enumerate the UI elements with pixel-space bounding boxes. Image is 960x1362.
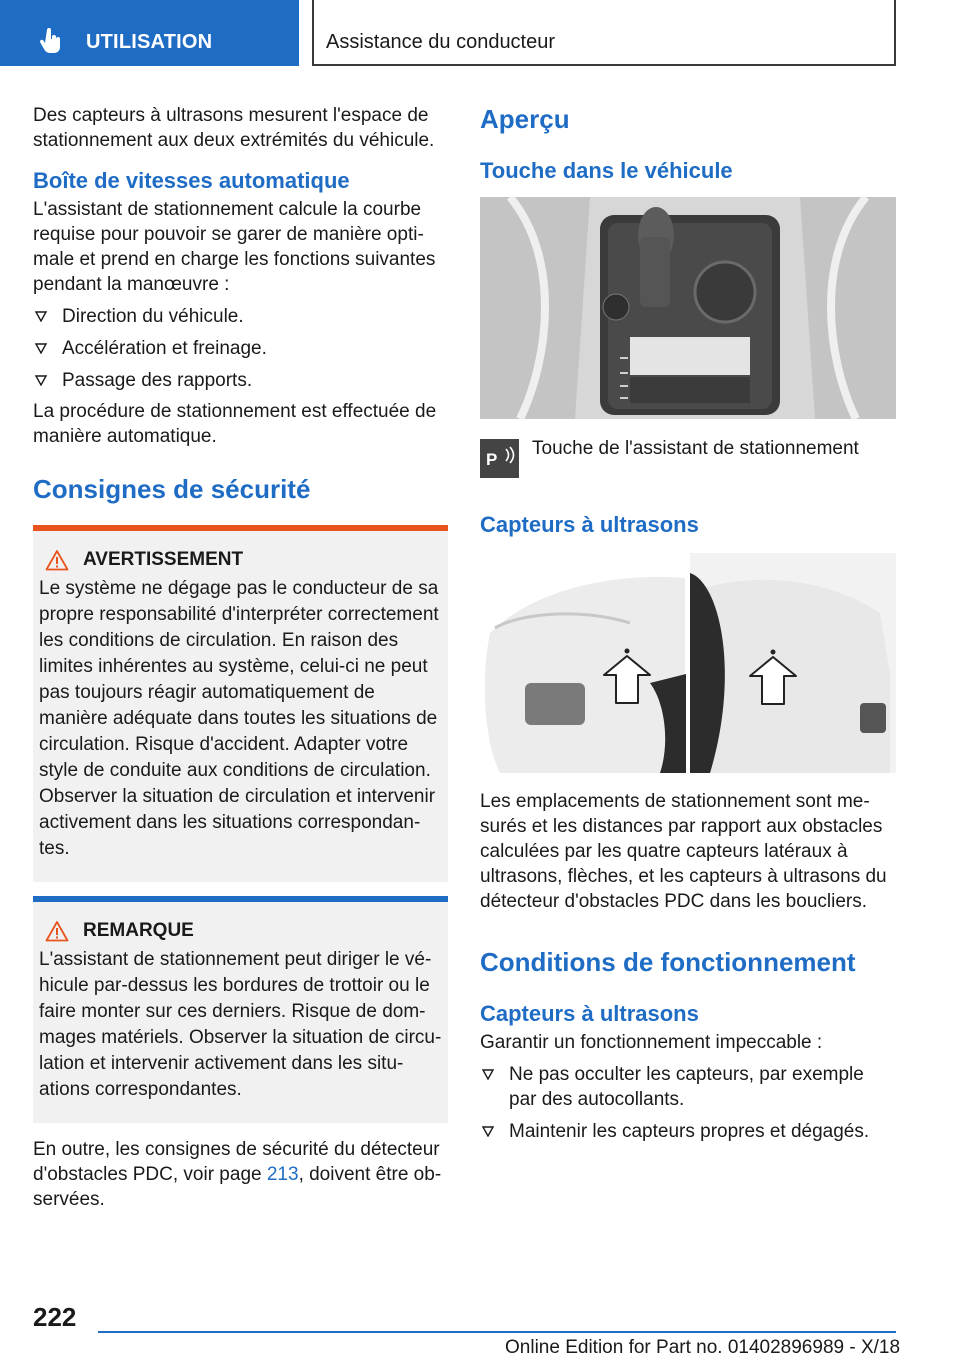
list-item <box>480 1119 896 1144</box>
notice-text: L'assistant de stationnement peut diriger le véhicule par-dessus les bordures de trottoir ou le faire monter sur ces derniers. Risque de dommages matériels. Observer la situation de circulation et intervenir activement dans les situations correspondantes. <box>39 949 442 1100</box>
park-assist-icon <box>480 439 519 478</box>
notice-triangle-icon <box>45 920 69 942</box>
list-item <box>33 336 448 361</box>
conditions-list <box>480 1062 896 1144</box>
triangle-bullet-icon <box>482 1069 494 1080</box>
safety-heading: Consignes de sécurité <box>33 474 311 504</box>
conditions-heading: Conditions de fonctionnement <box>480 947 856 977</box>
button-caption: Touche de l'assistant de stationnement <box>532 438 859 459</box>
cond-intro: Garantir un fonctionnement impeccable : <box>480 1032 823 1053</box>
center-console-image <box>480 197 896 419</box>
warning-bar <box>33 525 448 531</box>
triangle-bullet-icon <box>35 311 47 322</box>
page-link[interactable]: 213 <box>266 1164 299 1185</box>
button-heading: Touche dans le véhicule <box>480 158 733 183</box>
auto-gearbox-text: L'assistant de stationnement calcule la courbe requise pour pouvoir se garer de manière optimale et prend en charge les fonctions suivantes pendant la manœuvre : <box>33 199 436 295</box>
list-item-text: Direction du véhicule. <box>62 306 244 327</box>
warning-text: Le système ne dégage pas le conducteur de sa propre responsabilité d'interpréter correctement les conditions de circulation. En raison des limites inhérentes au système, celui-ci ne peut pas toujours réagir automatiquement de manière adéquate dans toutes les situations de circulation. Risque d'accident. Adapter votre style de conduite aux conditions de circulation. Observer la situation de circulation et intervenir activement dans les situations correspondantes. <box>39 578 439 859</box>
function-list <box>33 304 448 393</box>
chapter-header <box>312 0 896 66</box>
section-tab <box>0 0 299 66</box>
list-item-text: Maintenir les capteurs propres et dégagés. <box>509 1121 870 1142</box>
auto-procedure-text: La procédure de stationnement est effectuée de manière automatique. <box>33 401 437 447</box>
svg-text:P: P <box>486 450 498 469</box>
triangle-bullet-icon <box>482 1126 494 1137</box>
sensors-photo <box>480 553 896 773</box>
console-photo <box>480 197 896 419</box>
triangle-bullet-icon <box>35 375 47 386</box>
page-number: 222 <box>33 1302 77 1332</box>
pdc-text-pre: En outre, les consignes de sécurité du détecteur d'obstacles PDC, voir page <box>33 1139 440 1185</box>
left-column <box>33 103 448 1212</box>
ultrasonic-sensors-image <box>480 553 896 773</box>
warning-title: AVERTISSEMENT <box>83 549 244 570</box>
list-item-text: Passage des rapports. <box>62 370 253 391</box>
list-item-text: Accélération et freinage. <box>62 338 267 359</box>
warning-box <box>33 525 448 882</box>
list-item <box>33 304 448 329</box>
list-item <box>480 1062 896 1112</box>
caption-row <box>480 439 896 479</box>
footer-divider <box>98 1331 896 1333</box>
right-column <box>480 103 896 1144</box>
intro-text: Des capteurs à ultrasons mesurent l'espace de stationnement aux deux extrémités du véhicule. <box>33 105 435 151</box>
sensors-text: Les emplacements de stationnement sont mesurés et les distances par rapport aux obstacles calculées par les quatre capteurs latéraux à ultrasons, flèches, et les capteurs à ultrasons du détecteur d'obstacles PDC dans les boucliers. <box>480 791 887 912</box>
sensors-heading: Capteurs à ultrasons <box>480 512 699 537</box>
notice-bar <box>33 896 448 902</box>
notice-title: REMARQUE <box>83 920 194 941</box>
list-item-text: Ne pas occulter les capteurs, par exemple par des autocollants. <box>509 1064 864 1110</box>
chapter-title: Assistance du conducteur <box>326 31 556 53</box>
edition-text: Online Edition for Part no. 01402896989 - X/18 <box>505 1337 901 1358</box>
cond-sensors-heading: Capteurs à ultrasons <box>480 1001 699 1026</box>
overview-heading: Aperçu <box>480 104 570 134</box>
pdc-reference <box>33 1137 448 1212</box>
list-item <box>33 368 448 393</box>
pdc-text-post: , doivent être observées. <box>33 1164 442 1210</box>
triangle-bullet-icon <box>35 343 47 354</box>
section-label: UTILISATION <box>86 31 213 53</box>
warning-triangle-icon <box>45 549 69 571</box>
hand-pointer-icon <box>38 28 64 54</box>
auto-gearbox-heading: Boîte de vitesses automatique <box>33 168 350 193</box>
notice-box <box>33 896 448 1123</box>
